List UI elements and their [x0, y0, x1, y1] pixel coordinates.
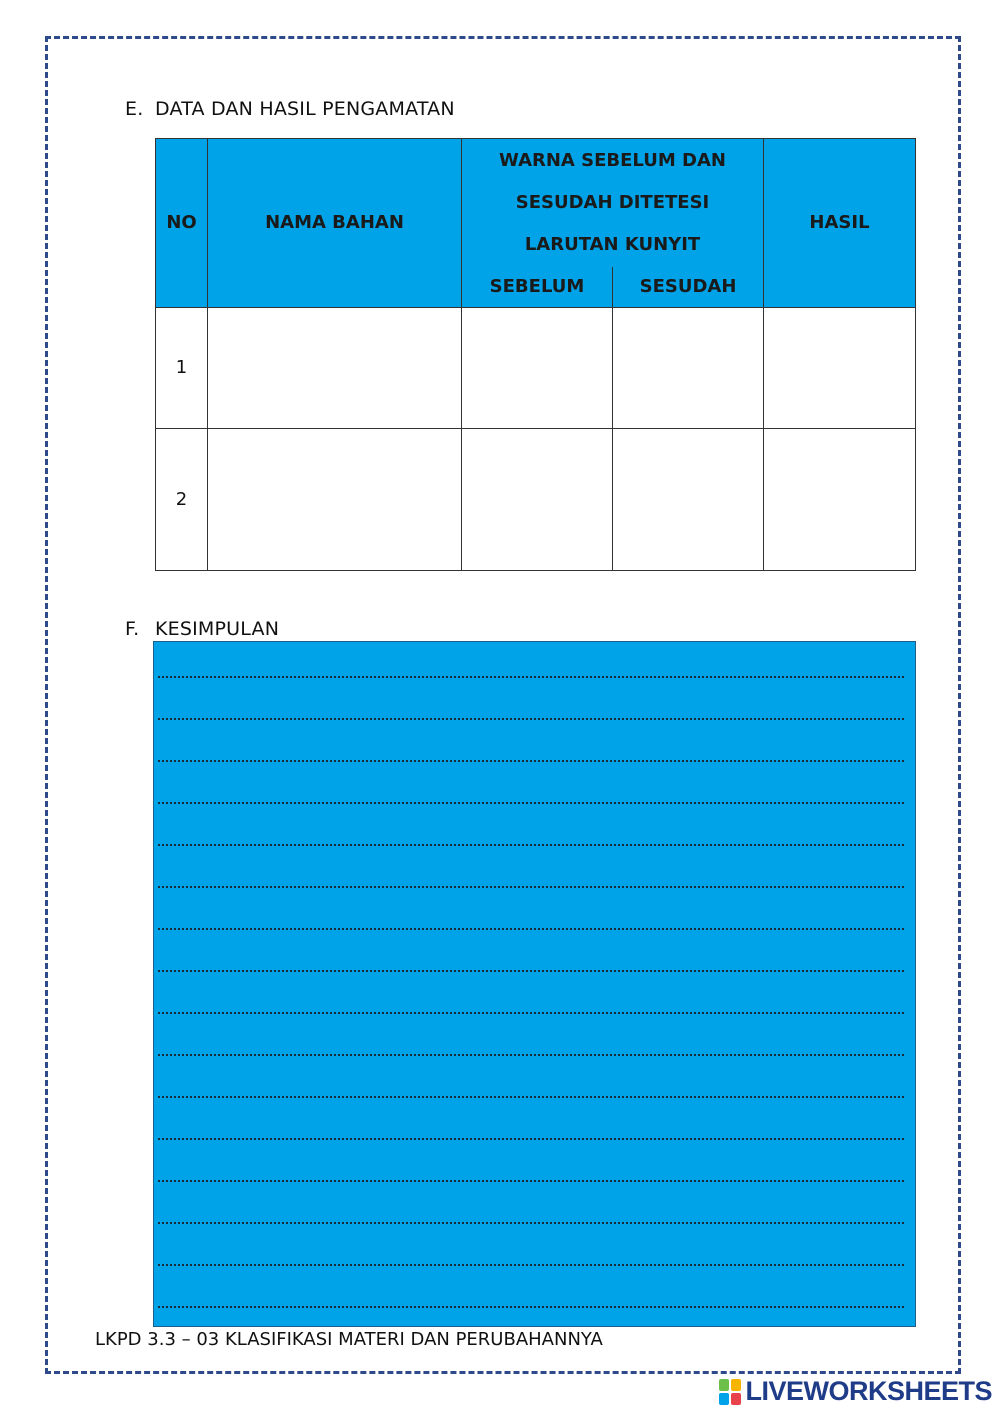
- section-letter: E.: [125, 98, 144, 120]
- conclusion-answer-box[interactable]: [153, 641, 916, 1327]
- section-title: KESIMPULAN: [155, 618, 280, 640]
- table-row: [156, 428, 916, 570]
- liveworksheets-brand: [719, 1376, 992, 1407]
- observation-table: [155, 138, 916, 571]
- writing-line: [158, 676, 904, 678]
- cell-sebelum[interactable]: [462, 428, 613, 570]
- writing-line: [158, 1054, 904, 1056]
- section-heading-kesimpulan: [125, 618, 279, 640]
- writing-line: [158, 760, 904, 762]
- writing-line: [158, 1096, 904, 1098]
- cell-nama-bahan[interactable]: [208, 307, 462, 428]
- writing-line: [158, 1306, 904, 1308]
- section-heading-data: [125, 98, 455, 120]
- writing-line: [158, 928, 904, 930]
- header-nama-bahan: NAMA BAHAN: [208, 139, 462, 308]
- cell-no: 1: [156, 307, 208, 428]
- section-title: DATA DAN HASIL PENGAMATAN: [155, 98, 455, 120]
- header-warna-line3: LARUTAN KUNYIT: [524, 233, 701, 255]
- header-warna-line1: WARNA SEBELUM DAN: [499, 149, 726, 171]
- writing-line: [158, 718, 904, 720]
- cell-sebelum[interactable]: [462, 307, 613, 428]
- writing-line: [158, 844, 904, 846]
- header-warna-line2: SESUDAH DITETESI: [515, 191, 710, 213]
- writing-line: [158, 1138, 904, 1140]
- writing-line: [158, 970, 904, 972]
- header-hasil: HASIL: [764, 139, 916, 308]
- cell-sesudah[interactable]: [613, 428, 764, 570]
- liveworksheets-logo-icon: [719, 1379, 741, 1405]
- footer-text: LKPD 3.3 – 03 KLASIFIKASI MATERI DAN PERUBAHANNYA: [95, 1329, 603, 1350]
- section-letter: F.: [125, 618, 140, 640]
- cell-hasil[interactable]: [764, 307, 916, 428]
- writing-line: [158, 886, 904, 888]
- header-warna: [462, 139, 764, 267]
- writing-line: [158, 1222, 904, 1224]
- cell-sesudah[interactable]: [613, 307, 764, 428]
- writing-line: [158, 1264, 904, 1266]
- writing-line: [158, 1180, 904, 1182]
- header-sesudah: SESUDAH: [613, 267, 764, 308]
- cell-hasil[interactable]: [764, 428, 916, 570]
- table-row: [156, 307, 916, 428]
- header-sebelum: SEBELUM: [462, 267, 613, 308]
- cell-no: 2: [156, 428, 208, 570]
- brand-name: LIVEWORKSHEETS: [745, 1376, 992, 1406]
- cell-nama-bahan[interactable]: [208, 428, 462, 570]
- writing-line: [158, 1012, 904, 1014]
- header-no: NO: [156, 139, 208, 308]
- writing-line: [158, 802, 904, 804]
